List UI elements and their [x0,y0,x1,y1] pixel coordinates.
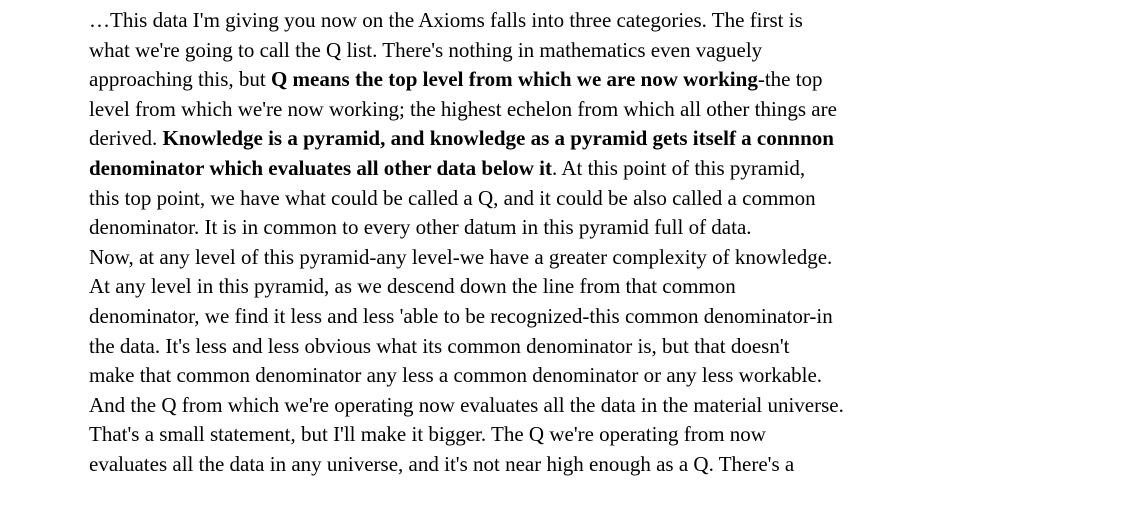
text-line [89,302,1119,332]
text-segment: -the top [757,67,823,92]
text-segment: denominator. It is in common to every other datum in this pyramid full of data. [89,215,752,240]
text-segment: the data. It's less and less obvious what its common denominator is, but that doesn't [89,333,790,358]
text-line [89,124,1119,154]
text-line [89,420,1119,450]
text-segment: evaluates all the data in any universe, and it's not near high enough as a Q. There's a [89,451,795,476]
text-line [89,65,1119,95]
text-line [89,95,1119,125]
text-segment: At any level in this pyramid, as we descend down the line from that common [89,274,736,299]
text-segment: this top point, we have what could be called a Q, and it could be also called a common [89,185,816,210]
document-body [89,6,1119,480]
text-segment: …This data I'm giving you now on the Axioms falls into three categories. The first is [89,8,803,32]
clipped-previous-line [89,0,1119,6]
text-segment: approaching this, but [89,67,271,92]
text-line [89,361,1119,391]
bold-text-segment: Knowledge is a pyramid, and knowledge as a pyramid gets itself a connnon [162,126,834,151]
text-segment: Now, at any level of this pyramid-any level-we have a greater complexity of knowledge. [89,244,833,269]
text-segment: And the Q from which we're operating now evaluates all the data in the material universe. [89,392,844,417]
text-segment: level from which we're now working; the highest echelon from which all other things are [89,96,837,121]
text-line [89,36,1119,66]
bold-text-segment: Q means the top level from which we are now working [270,67,758,92]
text-segment: make that common denominator any less a common denominator or any less workable. [89,363,823,388]
text-line [89,6,1119,36]
text-segment: denominator, we find it less and less 'able to be recognized-this common denominator-in [89,303,833,328]
bold-text-segment: denominator which evaluates all other data below it [89,155,552,180]
text-line [89,154,1119,184]
text-segment: . At this point of this pyramid, [551,155,806,180]
text-segment: what we're going to call the Q list. There's nothing in mathematics even vaguely [89,37,763,62]
text-line [89,391,1119,421]
text-line [89,450,1119,480]
text-line [89,332,1119,362]
text-segment: That's a small statement, but I'll make it bigger. The Q we're operating from now [89,422,766,447]
text-line [89,272,1119,302]
text-line [89,184,1119,214]
text-line [89,213,1119,243]
text-segment: derived. [89,126,163,151]
text-line [89,243,1119,273]
document-page [89,0,1119,480]
